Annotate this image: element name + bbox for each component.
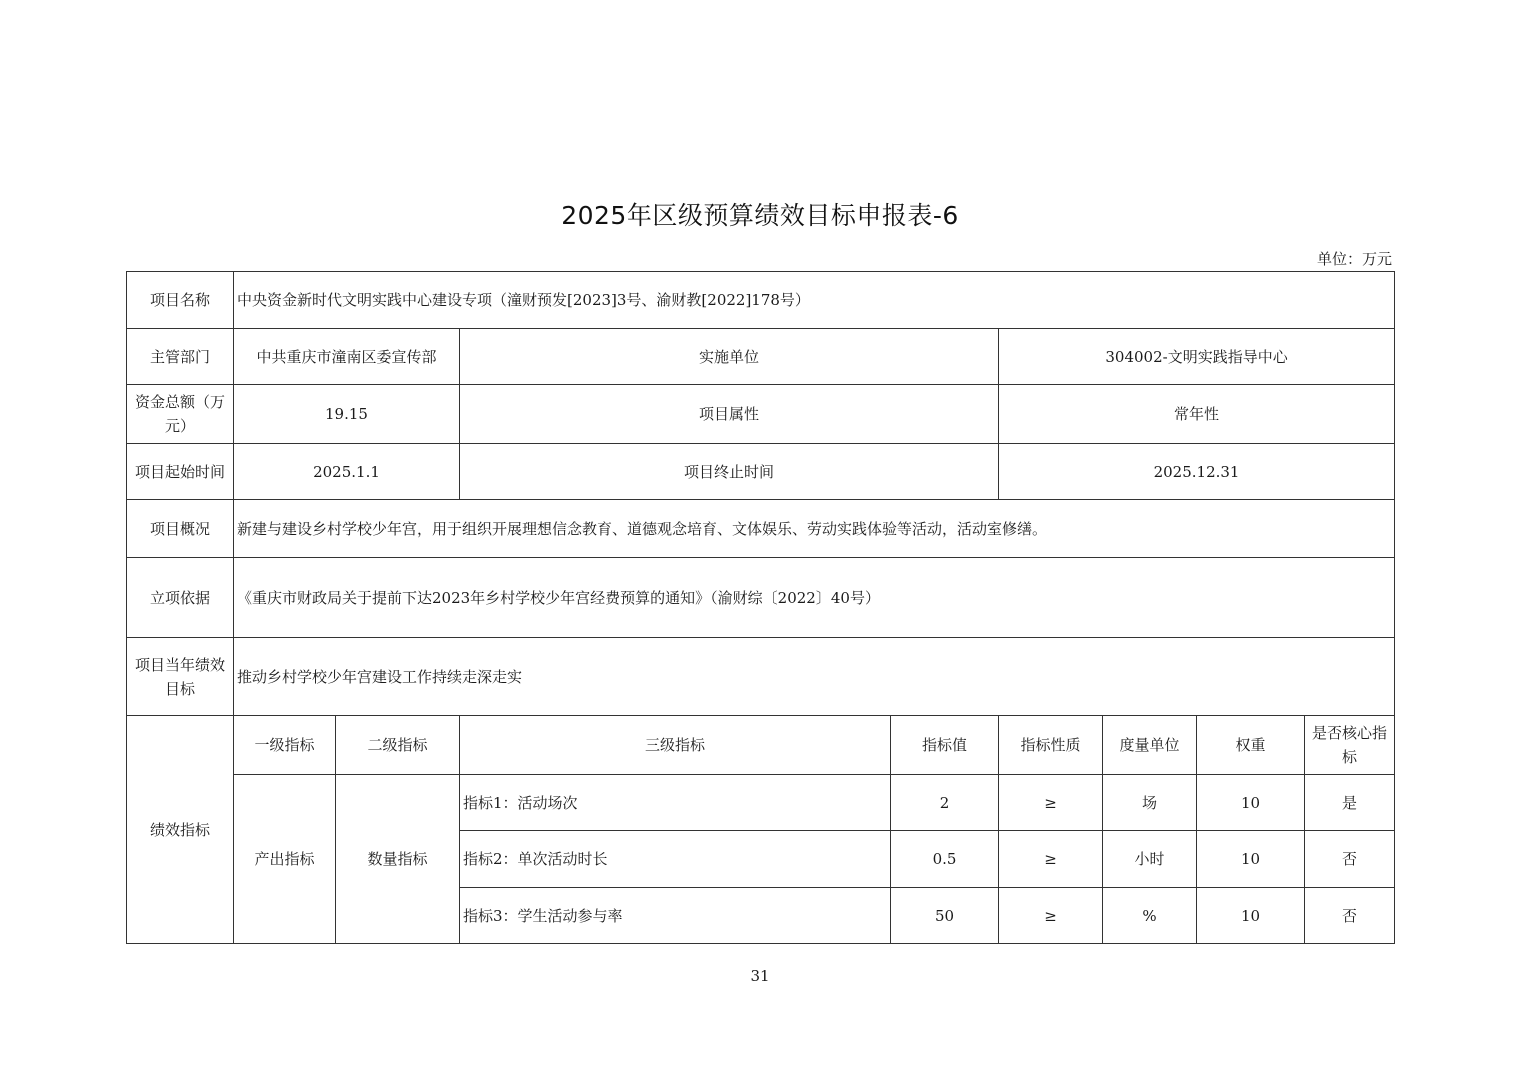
level1-output: 产出指标 <box>234 775 336 944</box>
page-title: 2025年区级预算绩效目标申报表-6 <box>561 201 959 230</box>
row-department <box>127 329 1395 385</box>
header-unit: 度量单位 <box>1103 716 1197 775</box>
header-core: 是否核心指标 <box>1305 716 1395 775</box>
header-nature: 指标性质 <box>999 716 1103 775</box>
indicator-name: 指标2：单次活动时长 <box>460 831 891 888</box>
overview-value: 新建与建设乡村学校少年宫，用于组织开展理想信念教育、道德观念培育、文体娱乐、劳动实践体验等活动，活动室修缮。 <box>234 500 1395 558</box>
indicator-unit: % <box>1103 888 1197 944</box>
end-date-value: 2025.12.31 <box>999 444 1395 500</box>
end-date-label: 项目终止时间 <box>460 444 999 500</box>
row-indicator-headers <box>127 716 1395 775</box>
start-date-value: 2025.1.1 <box>234 444 460 500</box>
attribute-label: 项目属性 <box>460 385 999 444</box>
row-basis <box>127 558 1395 638</box>
attribute-value: 常年性 <box>999 385 1395 444</box>
indicator-nature: ≥ <box>999 775 1103 831</box>
overview-label: 项目概况 <box>127 500 234 558</box>
indicator-unit: 场 <box>1103 775 1197 831</box>
header-weight: 权重 <box>1197 716 1305 775</box>
indicator-value: 2 <box>891 775 999 831</box>
goal-label: 项目当年绩效目标 <box>127 638 234 716</box>
department-value: 中共重庆市潼南区委宣传部 <box>234 329 460 385</box>
header-level1: 一级指标 <box>234 716 336 775</box>
start-date-label: 项目起始时间 <box>127 444 234 500</box>
performance-target-table <box>126 271 1395 944</box>
row-overview <box>127 500 1395 558</box>
indicator-core: 否 <box>1305 831 1395 888</box>
header-level2: 二级指标 <box>336 716 460 775</box>
indicator-nature: ≥ <box>999 888 1103 944</box>
unit-label: 单位：万元 <box>1316 250 1392 268</box>
basis-value: 《重庆市财政局关于提前下达2023年乡村学校少年宫经费预算的通知》（渝财综〔2022〕40号） <box>234 558 1395 638</box>
implementer-label: 实施单位 <box>460 329 999 385</box>
indicator-value: 0.5 <box>891 831 999 888</box>
indicator-core: 是 <box>1305 775 1395 831</box>
indicator-weight: 10 <box>1197 831 1305 888</box>
page-number: 31 <box>750 967 770 985</box>
level2-quantity: 数量指标 <box>336 775 460 944</box>
indicator-core: 否 <box>1305 888 1395 944</box>
row-goal <box>127 638 1395 716</box>
indicator-row <box>127 775 1395 831</box>
indicators-label: 绩效指标 <box>127 716 234 944</box>
project-name-label: 项目名称 <box>127 272 234 329</box>
project-name-value: 中央资金新时代文明实践中心建设专项（潼财预发[2023]3号、渝财教[2022]178号） <box>234 272 1395 329</box>
department-label: 主管部门 <box>127 329 234 385</box>
indicator-weight: 10 <box>1197 888 1305 944</box>
indicator-weight: 10 <box>1197 775 1305 831</box>
implementer-value: 304002-文明实践指导中心 <box>999 329 1395 385</box>
indicator-unit: 小时 <box>1103 831 1197 888</box>
row-dates <box>127 444 1395 500</box>
total-funds-label: 资金总额（万元） <box>127 385 234 444</box>
indicator-value: 50 <box>891 888 999 944</box>
row-project-name <box>127 272 1395 329</box>
header-value: 指标值 <box>891 716 999 775</box>
total-funds-value: 19.15 <box>234 385 460 444</box>
row-total-funds <box>127 385 1395 444</box>
indicator-nature: ≥ <box>999 831 1103 888</box>
goal-value: 推动乡村学校少年宫建设工作持续走深走实 <box>234 638 1395 716</box>
header-level3: 三级指标 <box>460 716 891 775</box>
basis-label: 立项依据 <box>127 558 234 638</box>
indicator-name: 指标3：学生活动参与率 <box>460 888 891 944</box>
indicator-name: 指标1：活动场次 <box>460 775 891 831</box>
